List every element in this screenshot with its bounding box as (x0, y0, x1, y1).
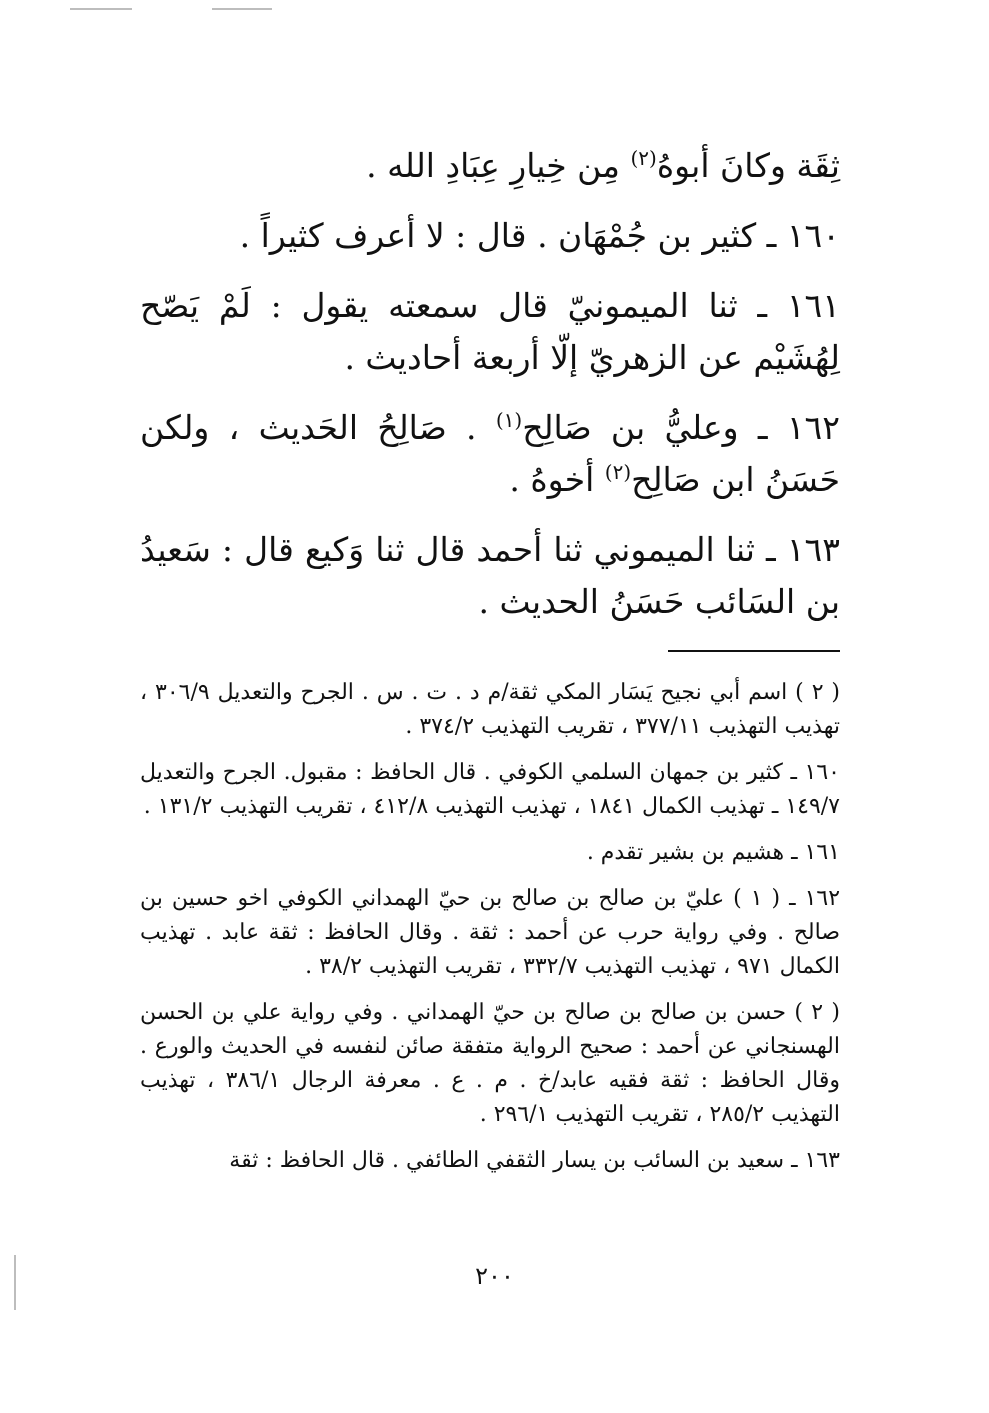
footnote-ref: (٢) (630, 146, 657, 170)
footnote-4: ١٦٢ ـ ( ١ ) عليّ بن صالح بن صالح بن حيّ الهمداني الكوفي اخو حسين بن صالح . وفي رواية حرب عن أحمد : ثقة . وقال الحافظ : ثقة عابد . تهذيب الكمال ٩٧١ ، تهذيب التهذيب ٣٣٢/٧ ، تقريب التهذيب ٣٨/٢ . (140, 886, 841, 979)
main-text: أخوهُ . (509, 460, 605, 499)
main-paragraph-1 (140, 140, 840, 192)
scan-mark-top-center (212, 8, 272, 10)
footnote-5: ( ٢ ) حسن بن صالح بن صالح بن حيّ الهمداني . وفي رواية علي بن الحسن الهسنجاني عن أحمد : صحيح الرواية متفقة صائن لنفسه في الحديث والورع . وقال الحافظ : ثقة فقيه عابد/خ . م . ع . معرفة الرجال ٣٨٦/١ ، تهذيب التهذيب ٢٨٥/٢ ، تقريب التهذيب ٢٩٦/١ . (140, 1000, 841, 1127)
main-text: مِن خِيارِ عِبَادِ الله . (366, 146, 631, 185)
footnote-6: ١٦٣ ـ سعيد بن السائب بن يسار الثقفي الطائفي . قال الحافظ : ثقة (229, 1148, 840, 1173)
footnote-separator (668, 650, 840, 652)
footnote-ref: (١) (495, 408, 523, 432)
main-paragraph-161: ١٦١ ـ ثنا الميمونيّ قال سمعته يقول : لَمْ يَصّح لِهُشَيْم عن الزهريّ إلّا أربعة أحاديث . (140, 286, 840, 377)
document-page (140, 140, 840, 1190)
footnote-1: ( ٢ ) اسم أبي نجيح يَسَار المكي ثقة/م د . ت . س . الجرح والتعديل ٣٠٦/٩ ، تهذيب التهذيب ٣٧٧/١١ ، تقريب التهذيب ٣٧٤/٢ . (140, 680, 841, 739)
main-paragraph-162 (140, 402, 840, 506)
footnote-ref: (٢) (604, 460, 632, 484)
footnote-3: ١٦١ ـ هشيم بن بشير تقدم . (586, 840, 840, 865)
main-paragraph-163: ١٦٣ ـ ثنا الميموني ثنا أحمد قال ثنا وَكيع قال : سَعيدُ بن السَائب حَسَنُ الحديث . (140, 530, 840, 621)
footnote-2: ١٦٠ ـ كثير بن جمهان السلمي الكوفي . قال الحافظ : مقبول. الجرح والتعديل ١٤٩/٧ ـ تهذيب الكمال ١٨٤١ ، تهذيب التهذيب ٤١٢/٨ ، تقريب التهذيب ١٣١/٢ . (140, 760, 840, 819)
page-number: ٢٠٠ (475, 1262, 514, 1290)
main-paragraph-160: ١٦٠ ـ كثير بن جُمْهَان . قال : لا أعرف كثيراً . (239, 216, 840, 255)
scan-mark-top-left (70, 8, 132, 10)
main-text: ١٦٢ ـ وعليُّ بن صَالِح (522, 408, 841, 447)
main-text: ثِقَة وكانَ أبوهُ (656, 146, 840, 185)
main-text: . صَالِحُ الحَديث ، ولكن حَسَنُ ابن صَالِح (140, 408, 840, 499)
